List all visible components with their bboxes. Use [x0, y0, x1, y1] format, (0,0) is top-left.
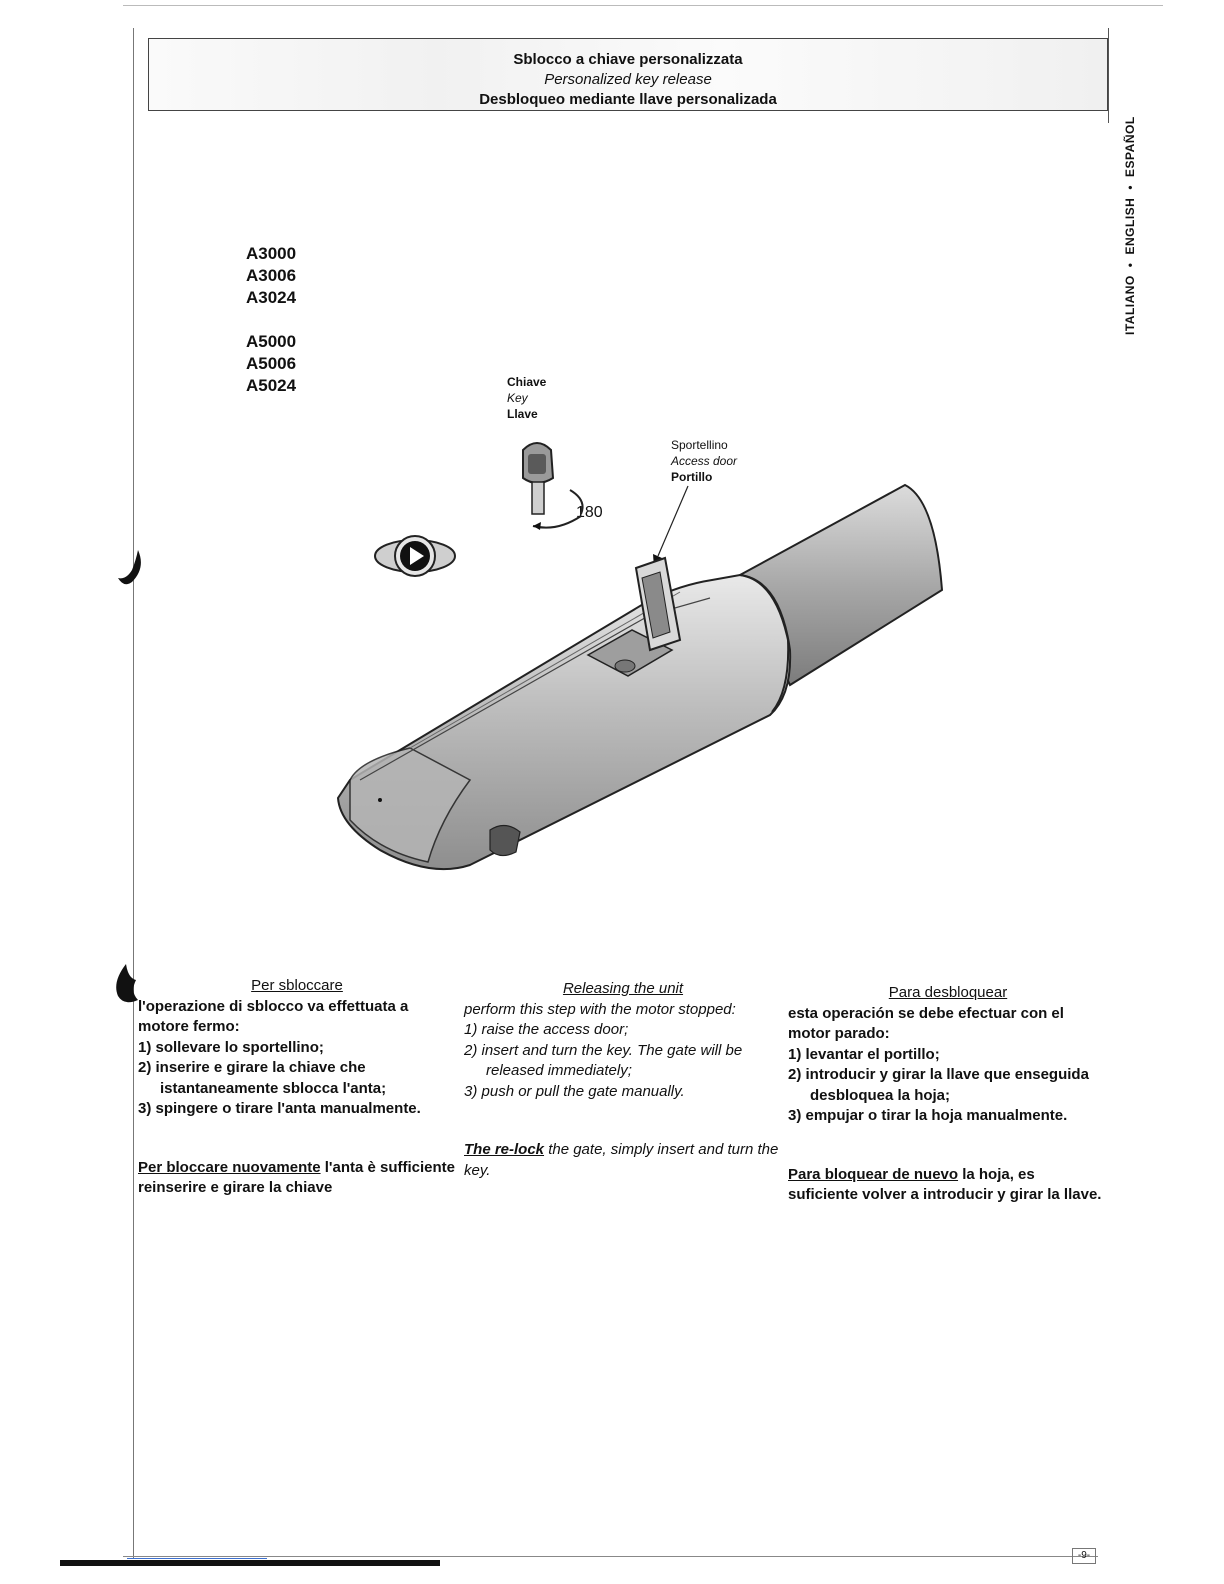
model-code: A5006 [246, 354, 297, 373]
door-label-english: Access door [671, 454, 738, 468]
italian-title: Per sbloccare [251, 977, 343, 994]
language-italian: ITALIANO [1123, 275, 1137, 335]
italian-step: 1) sollevare lo sportellino; [138, 1038, 324, 1056]
italian-instructions [138, 976, 456, 1199]
language-separator: • [1123, 184, 1137, 190]
section-header [148, 38, 1108, 111]
model-code: A5000 [246, 332, 297, 351]
english-relock-text: the gate, simply insert and turn the key. [464, 1141, 779, 1179]
italian-relock-text: l'anta è sufficiente reinserire e girare la chiave [138, 1158, 456, 1196]
language-spanish: ESPAÑOL [1123, 116, 1137, 177]
spanish-step: 3) empujar o tirar la hoja manualmente. [788, 1107, 1068, 1124]
model-list [246, 243, 296, 397]
door-label-spanish: Portillo [671, 470, 713, 484]
footer-blue-rule [127, 1558, 267, 1559]
spanish-relock-label: Para bloquear de nuevo [788, 1165, 959, 1183]
page-number: -9- [1072, 1548, 1096, 1564]
language-english: ENGLISH [1123, 197, 1137, 255]
spanish-title: Para desbloquear [888, 984, 1008, 1001]
header-title-english: Personalized key release [544, 71, 712, 88]
model-code: A5024 [246, 376, 297, 395]
motor-unit-illustration [320, 480, 960, 880]
spanish-intro: esta operación se debe efectuar con el motor parado: [788, 1004, 1064, 1042]
spanish-relock [788, 1165, 1108, 1206]
page-left-rule [133, 28, 134, 1558]
header-title-italian: Sblocco a chiave personalizzata [513, 51, 743, 68]
language-side-tab [1116, 60, 1150, 335]
english-title: Releasing the unit [562, 980, 684, 997]
key-label-spanish: Llave [507, 407, 538, 421]
spanish-relock-text: la hoja, es suficiente volver a introducir y girar la llave. [788, 1165, 1102, 1203]
page-bottom-rule [123, 1556, 1098, 1557]
key-label [507, 374, 546, 422]
italian-step: 3) spingere o tirare l'anta manualmente. [138, 1100, 421, 1117]
header-title-spanish: Desbloqueo mediante llave personalizada [479, 91, 777, 108]
model-code: A3024 [246, 288, 297, 307]
page-top-rule [123, 5, 1163, 6]
english-relock-label: The re-lock [464, 1141, 545, 1158]
language-separator: • [1123, 262, 1137, 268]
access-door-label [671, 437, 737, 485]
english-step: 2) insert and turn the key. The gate will be released immediately; [464, 1041, 743, 1079]
english-relock [464, 1140, 782, 1181]
english-step: 1) raise the access door; [464, 1021, 629, 1038]
italian-intro: l'operazione di sblocco va effettuata a motore fermo: [138, 997, 409, 1035]
key-label-english: Key [507, 391, 528, 405]
italian-relock [138, 1158, 456, 1199]
key-label-italian: Chiave [507, 375, 547, 389]
english-step: 3) push or pull the gate manually. [464, 1082, 685, 1100]
header-right-rule [1108, 28, 1109, 123]
model-code: A3000 [246, 244, 297, 263]
english-intro: perform this step with the motor stopped: [464, 1000, 736, 1018]
english-instructions [464, 979, 782, 1181]
italian-step: 2) inserire e girare la chiave che istantaneamente sblocca l'anta; [138, 1059, 387, 1097]
rotation-label: 180 [576, 504, 603, 521]
spanish-step: 2) introducir y girar la llave que enseguida desbloquea la hoja; [788, 1066, 1089, 1104]
spanish-instructions [788, 983, 1108, 1206]
italian-relock-label: Per bloccare nuovamente [138, 1158, 321, 1176]
spanish-step: 1) levantar el portillo; [788, 1045, 940, 1063]
footer-bar [60, 1560, 440, 1566]
binding-mark [118, 548, 146, 592]
door-label-italian: Sportellino [671, 438, 728, 452]
model-code: A3006 [246, 266, 297, 285]
